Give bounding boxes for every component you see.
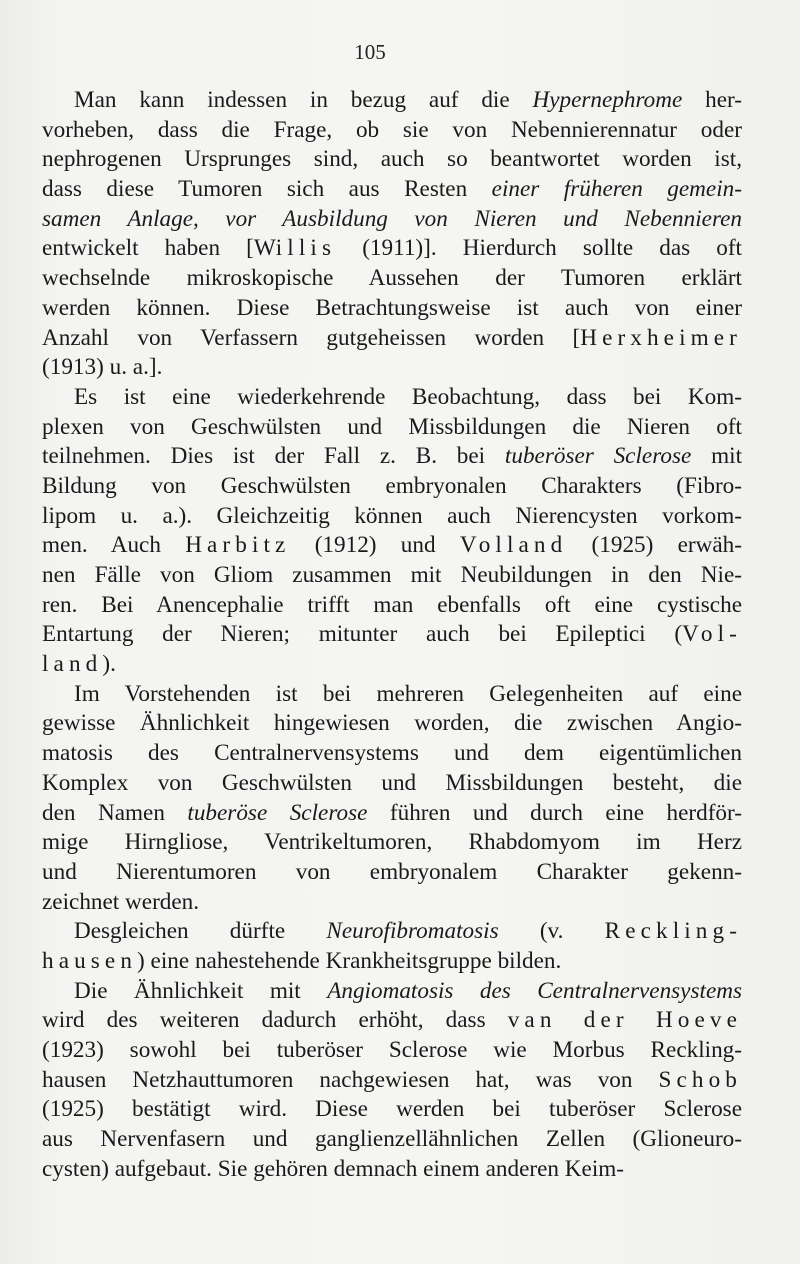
text-line (42, 353, 742, 383)
spaced-name: hausen (42, 947, 138, 974)
page-number: 105 (354, 40, 386, 64)
italic-text: einer früheren gemein- (491, 176, 742, 203)
text-segment: entwickelt haben [W (42, 235, 276, 262)
spaced-name: Vol- (682, 621, 742, 648)
text-segment: wechselnde mikroskopische Aussehen der Tumoren erklärt (42, 265, 742, 292)
text-line (42, 828, 742, 858)
text-segment: Die Ähnlichkeit mit (74, 977, 328, 1004)
text-segment: Komplex von Geschwülsten und Missbildungen besteht, die (42, 769, 742, 796)
text-segment: ) eine nahestehende Krankheitsgruppe bilden. (137, 947, 562, 974)
text-segment: wird des weiteren dadurch erhöht, dass (42, 1007, 508, 1034)
text-segment: Entartung der Nieren; mitunter auch bei Epileptici ( (42, 621, 683, 648)
text-segment: ). (102, 651, 116, 678)
text-line (42, 620, 742, 650)
text-line (42, 739, 742, 769)
text-segment: (v. (498, 918, 605, 945)
text-line (42, 1095, 742, 1125)
text-segment: her- (682, 87, 742, 113)
text-line (42, 116, 742, 146)
text-line (42, 650, 742, 680)
text-segment: mit (691, 443, 743, 470)
text-segment: vorheben, dass die Frage, ob sie von Nebennierennatur oder (42, 116, 742, 143)
text-segment: mige Hirngliose, Ventrikeltumoren, Rhabdomyom im Herz (42, 829, 742, 856)
text-segment: nen Fälle von Gliom zusammen mit Neubildungen in den Nie- (42, 562, 742, 588)
text-segment: den Namen (42, 799, 188, 826)
text-segment: gewisse Ähnlichkeit hingewiesen worden, die zwischen Angio- (42, 710, 742, 737)
text-line (42, 709, 742, 739)
italic-text: Neurofibromatosis (326, 918, 499, 945)
paragraph (42, 86, 742, 383)
text-line (42, 888, 742, 918)
spaced-name: land (42, 651, 103, 678)
text-line (42, 591, 742, 621)
text-segment: (1912) und (290, 532, 460, 559)
text-segment: lipom u. a.). Gleichzeitig können auch Nierencysten vorkom- (42, 502, 742, 529)
text-line (42, 1155, 742, 1185)
text-segment: Es ist eine wiederkehrende Beobachtung, dass bei Kom- (74, 383, 742, 410)
text-segment: men. Auch (42, 532, 186, 559)
text-segment: Bildung von Geschwülsten embryonalen Charakters (Fibro- (42, 472, 742, 499)
text-line (42, 383, 742, 413)
text-segment: werden können. Diese Betrachtungsweise ist auch von einer (42, 294, 742, 321)
text-segment: matosis des Centralnervensystems und dem eigentümlichen (42, 740, 742, 767)
text-line (42, 799, 742, 829)
text-line (42, 947, 742, 977)
spaced-name: Harbitz (185, 532, 291, 559)
text-line (42, 234, 742, 264)
text-line (42, 531, 742, 561)
spaced-name: Schob (658, 1066, 742, 1093)
text-segment: teilnehmen. Dies ist der Fall z. B. bei (42, 443, 505, 470)
spaced-name: Reckling- (604, 918, 743, 945)
text-line (42, 858, 742, 888)
italic-text: tuberöser Sclerose (504, 443, 692, 470)
text-line (42, 977, 742, 1007)
text-line (42, 413, 742, 443)
text-segment: Im Vorstehenden ist bei mehreren Gelegenheiten auf eine (74, 680, 742, 707)
text-line (42, 680, 742, 710)
italic-text: Angiomatosis des Centralnervensystems (327, 977, 742, 1004)
text-segment: (1925) bestätigt wird. Diese werden bei tuberöser Sclerose (42, 1096, 742, 1123)
italic-text: tuberöse Sclerose (187, 799, 368, 826)
text-segment: zeichnet werden. (42, 888, 200, 915)
italic-text: Hypernephrome (532, 87, 683, 113)
text-line (42, 442, 742, 472)
text-segment: cysten) aufgebaut. Sie gehören demnach einem anderen Keim- (42, 1155, 625, 1182)
text-segment: Anzahl von Verfassern gutgeheissen worden [ (42, 324, 581, 351)
text-segment: dass diese Tumoren sich aus Resten (42, 176, 492, 203)
spaced-name: Volland (459, 532, 568, 559)
text-segment: (1923) sowohl bei tuberöser Sclerose wie Morbus Reckling- (42, 1037, 742, 1063)
spaced-name: van der Hoeve (507, 1007, 742, 1034)
spaced-name: Herxheimer (580, 324, 742, 351)
text-line (42, 561, 742, 591)
text-line (42, 1036, 742, 1066)
text-line (42, 917, 742, 947)
text-segment: führen und durch eine herdför- (367, 799, 742, 826)
text-line (42, 86, 742, 116)
text-segment: und Nierentumoren von embryonalem Charakter gekenn- (42, 858, 742, 885)
text-line (42, 769, 742, 799)
italic-text: samen Anlage, vor Ausbildung von Nieren und Nebennieren (42, 205, 742, 232)
text-line (42, 145, 742, 175)
paragraph (42, 917, 742, 976)
text-line (42, 205, 742, 235)
text-segment: (1911)]. Hierdurch sollte das oft (336, 235, 742, 262)
text-line (42, 175, 742, 205)
paragraph (42, 977, 742, 1185)
text-line (42, 264, 742, 294)
paragraph (42, 383, 742, 680)
body-text (42, 86, 742, 1184)
text-line (42, 294, 742, 324)
text-segment: hausen Netzhauttumoren nachgewiesen hat, was von (42, 1066, 659, 1093)
text-segment: Man kann indessen in bezug auf die (74, 87, 533, 113)
text-segment: (1913) u. a.]. (42, 354, 163, 381)
text-segment: aus Nervenfasern und ganglienzellähnlichen Zellen (Glioneuro- (42, 1126, 742, 1153)
spaced-name: illis (275, 235, 337, 262)
text-segment: Desgleichen dürfte (74, 918, 327, 945)
text-line (42, 1066, 742, 1096)
text-line (42, 1125, 742, 1155)
paragraph (42, 680, 742, 918)
text-line (42, 502, 742, 532)
text-segment: plexen von Geschwülsten und Missbildungen die Nieren oft (42, 413, 742, 440)
text-line (42, 1006, 742, 1036)
text-segment: (1925) erwäh- (567, 532, 742, 559)
text-segment: ren. Bei Anencephalie trifft man ebenfalls oft eine cystische (42, 591, 742, 618)
text-segment: nephrogenen Ursprunges sind, auch so beantwortet worden ist, (42, 146, 742, 173)
text-line (42, 472, 742, 502)
text-line (42, 324, 742, 354)
